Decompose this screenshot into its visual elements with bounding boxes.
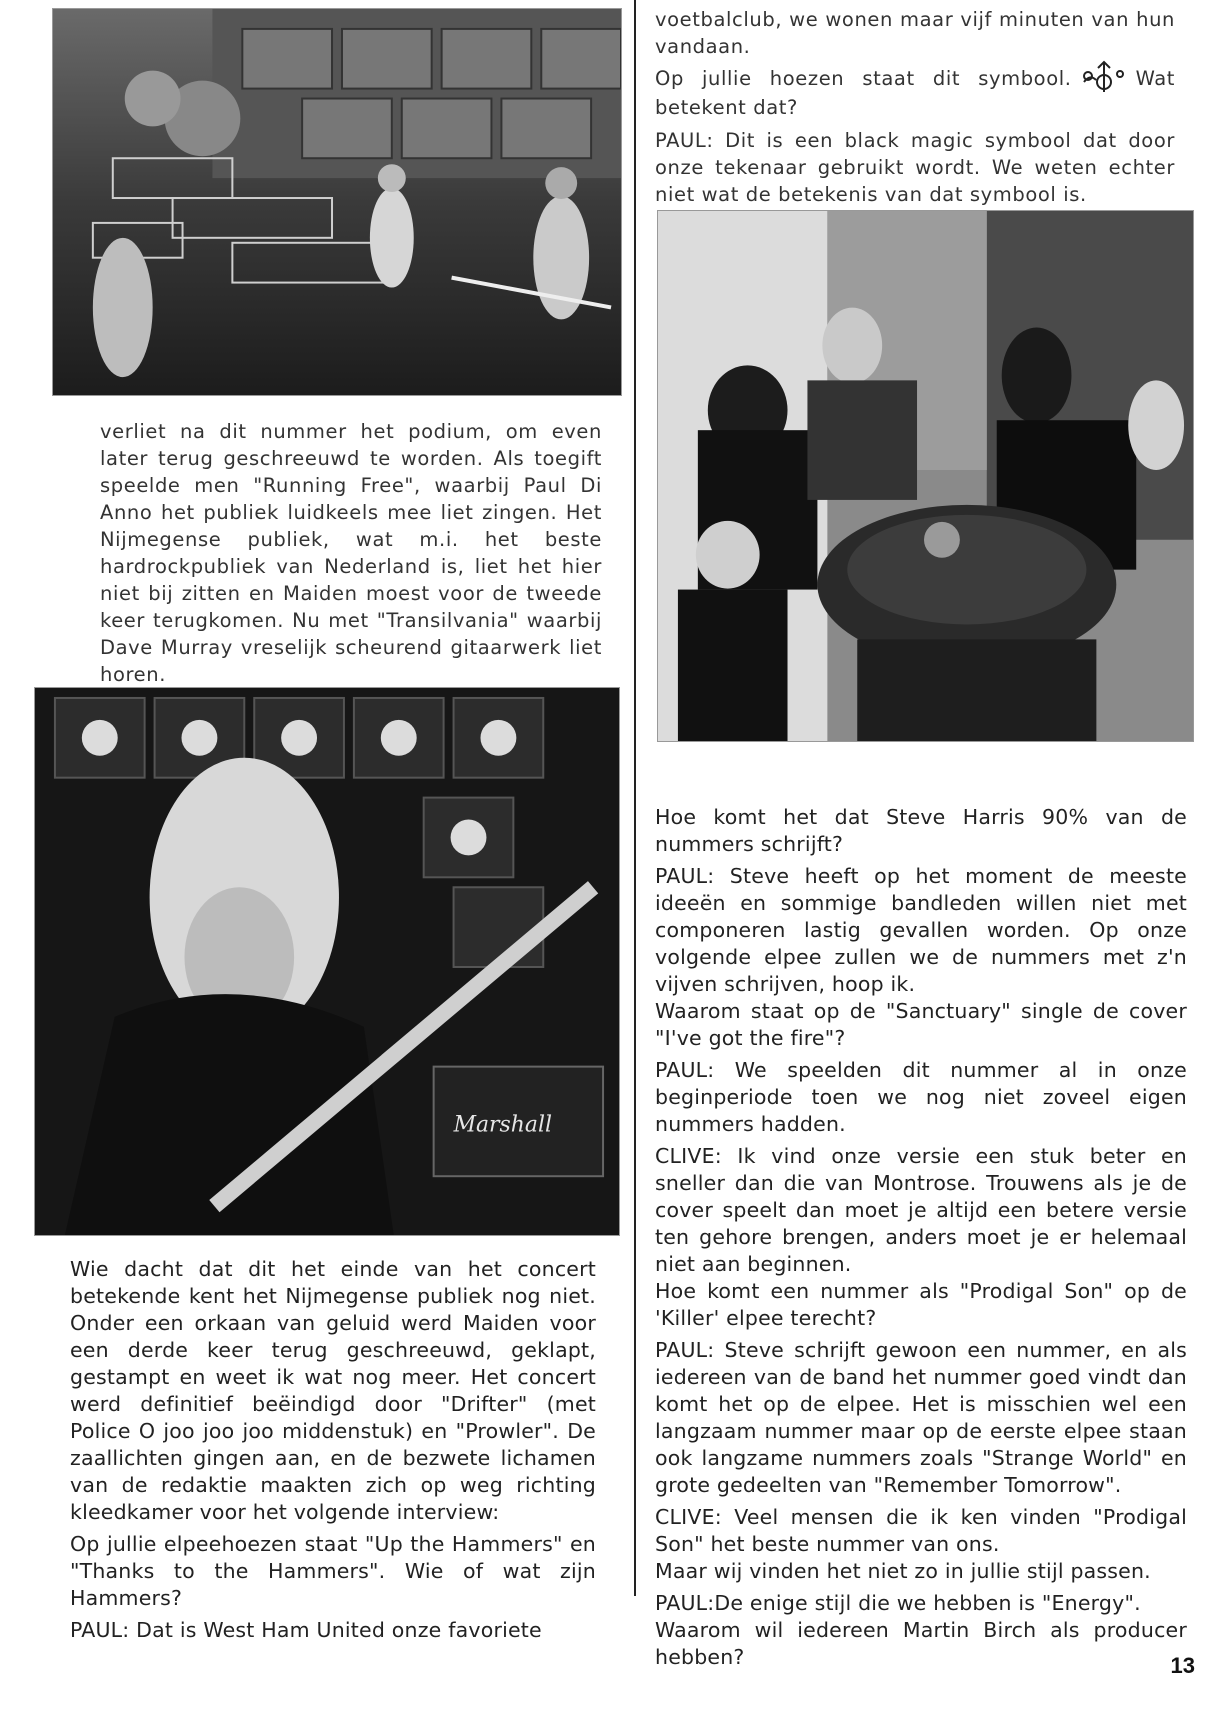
column-divider: [634, 0, 636, 1596]
amp-brand-label: Marshall: [453, 1112, 552, 1138]
answer: PAUL: Steve heeft op het moment de meeste ideeën en sommige bandleden willen niet met componeren lastig gevallen worden. Op onze volgende elpee zullen we de nummers met z'n vijven schrijven, hoop ik.: [655, 864, 1187, 996]
answer: CLIVE: Ik vind onze versie een stuk beter en sneller dan die van Montrose. Trouwens als je de cover speelt dan moet je altijd een betere versie ten gehore brengen, anders moet je er helemaal niet aan beginnen.: [655, 1144, 1187, 1276]
paragraph: Wie dacht dat dit het einde van het concert betekende kent het Nijmegense publiek nog niet. Onder een orkaan van geluid werd Maiden voor een derde keer terug geschreeuwd, geklapt, gestampt en weet ik wat nog meer. Het concert werd definitief beëindigd door "Drifter" (met Police O joo joo joo middenstuk) en "Prowler". De zaallichten gingen aan, en de bezwete lichamen van de redaktie maakten zich op weg richting kleedkamer voor het volgende interview:: [70, 1257, 596, 1524]
question: Maar wij vinden het niet zo in jullie stijl passen.: [655, 1559, 1151, 1583]
concert-review-text: [100, 418, 602, 693]
band-lounge-photo: [657, 210, 1194, 742]
concert-stage-photo: [52, 8, 622, 396]
question: Waarom staat op de "Sanctuary" single de cover "I've got the fire"?: [655, 999, 1187, 1050]
answer: PAUL: We speelden dit nummer al in onze beginperiode toen we nog niet zoveel eigen nummers hadden.: [655, 1058, 1187, 1136]
paragraph: voetbalclub, we wonen maar vijf minuten van hun vandaan.: [655, 8, 1175, 58]
symbol-question: [655, 65, 1175, 121]
paragraph: PAUL: Dit is een black magic symbool dat door onze tekenaar gebruikt wordt. We weten echter niet wat de betekenis van dat symbool is.: [655, 128, 1175, 206]
guitarist-marshall-photo: [34, 687, 620, 1236]
interview-text: [655, 804, 1187, 1676]
page-number: 13: [1170, 1653, 1195, 1678]
question: Hoe komt een nummer als "Prodigal Son" op de 'Killer' elpee terecht?: [655, 1279, 1187, 1330]
paragraph: verliet na dit nummer het podium, om even later terug geschreeuwd te worden. Als toegift speelde men "Running Free", waarbij Paul Di Anno het publiek luidkeels mee liet zingen. Het Nijmegense publiek, wat m.i. het beste hardrockpubliek van Nederland is, liet het hier niet bij zitten en Maiden moest voor de tweede keer terugkomen. Nu met "Transilvania" waarbij Dave Murray vreselijk scheurend gitaarwerk liet horen.: [100, 420, 602, 686]
question: Hoe komt het dat Steve Harris 90% van de nummers schrijft?: [655, 805, 1187, 856]
concert-ending-text: [70, 1256, 596, 1649]
answer: PAUL: Steve schrijft gewoon een nummer, en als iedereen van de band het nummer goed vindt dan komt het op de elpee. Het is misschien wel een langzaam nummer maar op de eerste elpee staan ook langzame nummers zoals "Strange World" en grote gedeelten van "Remember Tomorrow".: [655, 1338, 1187, 1497]
answer: CLIVE: Veel mensen die ik ken vinden "Prodigal Son" het beste nummer van ons.: [655, 1505, 1187, 1556]
answer: PAUL: Dat is West Ham United onze favoriete: [70, 1618, 542, 1642]
interview-intro-text: [655, 6, 1175, 213]
question-text: Wat betekent dat?: [655, 67, 1175, 119]
question-text: Op jullie hoezen staat dit symbool.: [655, 67, 1072, 90]
black-magic-symbol-icon: [1080, 60, 1128, 94]
question: Waarom wil iedereen Martin Birch als producer hebben?: [655, 1618, 1187, 1669]
question: Op jullie elpeehoezen staat "Up the Hammers" en "Thanks to the Hammers". Wie of wat zijn Hammers?: [70, 1532, 596, 1610]
answer: PAUL:De enige stijl die we hebben is "Energy".: [655, 1591, 1141, 1615]
